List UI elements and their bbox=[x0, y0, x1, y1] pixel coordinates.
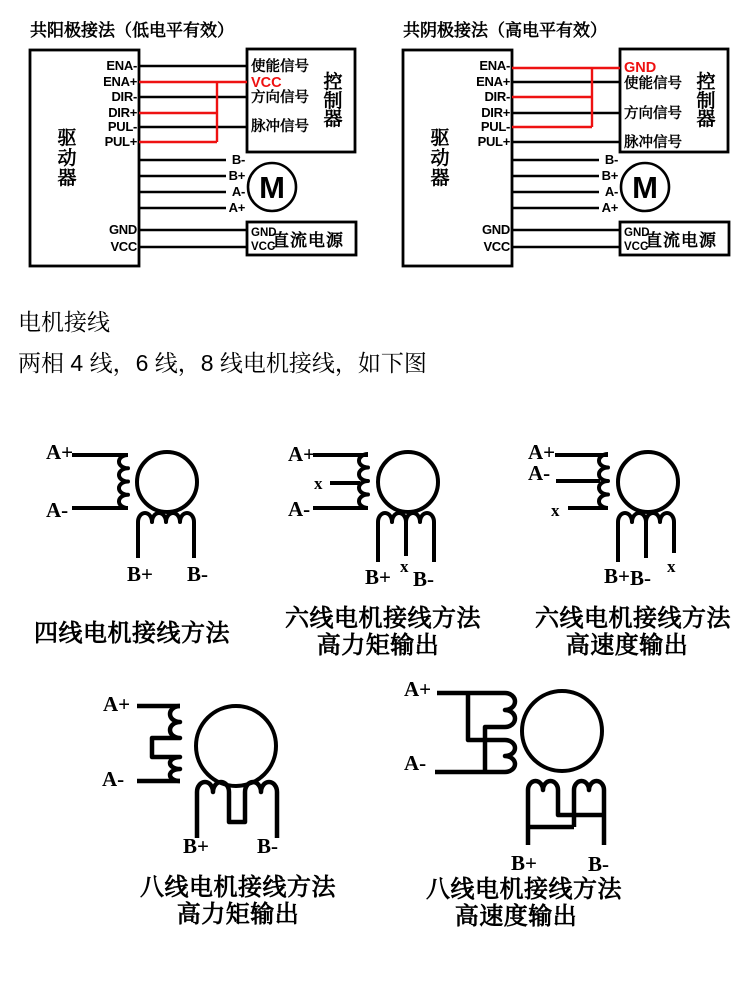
m8s-a-plus-label: A+ bbox=[404, 677, 432, 701]
cathode-driver-vcc: VCC bbox=[483, 239, 510, 254]
m8s-phase-a-leads bbox=[435, 693, 505, 772]
cathode-terminal-dir-minus: DIR- bbox=[484, 89, 510, 104]
m6s-caption-line1: 六线电机接线方法 bbox=[535, 605, 731, 632]
section-heading: 电机接线 bbox=[18, 309, 110, 335]
m8s-phase-a-crosslink bbox=[485, 727, 505, 772]
m6t-b-minus-label: B- bbox=[413, 567, 434, 591]
cathode-signal-wires-black bbox=[512, 82, 620, 142]
cathode-signal-enable: 使能信号 bbox=[624, 76, 682, 92]
m6s-phase-a-coil bbox=[599, 454, 608, 508]
anode-power-vcc: VCC bbox=[251, 241, 276, 253]
m8s-phase-a-coil1 bbox=[505, 693, 515, 727]
anode-signal-enable: 使能信号 bbox=[251, 59, 309, 75]
cathode-motor-a-plus: A+ bbox=[601, 200, 618, 215]
cathode-signal-pulse: 脉冲信号 bbox=[624, 135, 682, 151]
m6s-b-plus-label: B+ bbox=[604, 564, 630, 588]
cathode-motor-b-minus: B- bbox=[604, 152, 618, 167]
m8s-caption-line1: 八线电机接线方法 bbox=[426, 876, 622, 903]
anode-driver-vcc: VCC bbox=[110, 239, 137, 254]
cathode-motor-b-plus: B+ bbox=[601, 168, 618, 183]
anode-power-gnd: GND bbox=[251, 227, 277, 239]
anode-terminal-ena-plus: ENA+ bbox=[103, 74, 137, 89]
m6s-b-minus-label: B- bbox=[630, 566, 651, 590]
m8s-phase-b-coil1 bbox=[528, 781, 604, 845]
cathode-title: 共阴极接法（高电平有效） bbox=[403, 21, 607, 40]
cathode-wiring-diagram bbox=[403, 20, 729, 266]
cathode-motor-wires bbox=[512, 160, 599, 208]
motor-6wire-speed-diagram bbox=[528, 440, 731, 659]
m6t-a-plus-label: A+ bbox=[288, 442, 316, 466]
anode-motor-a-minus: A- bbox=[231, 184, 245, 199]
cathode-power-label: 直流电源 bbox=[645, 231, 717, 250]
m8s-b-plus-label: B+ bbox=[511, 851, 537, 875]
cathode-power-gnd: GND bbox=[624, 227, 650, 239]
m8t-b-minus-label: B- bbox=[257, 834, 278, 858]
m6s-caption-line2: 高速度输出 bbox=[565, 632, 689, 659]
motor-4wire-diagram bbox=[34, 440, 230, 647]
m6s-a-plus-label: A+ bbox=[528, 440, 556, 464]
anode-driver-char-3: 器 bbox=[57, 168, 77, 189]
anode-terminal-pul-plus: PUL+ bbox=[104, 134, 137, 149]
m6s-motor-body bbox=[618, 452, 678, 512]
m8t-caption-line2: 高力矩输出 bbox=[176, 901, 300, 928]
cathode-power-vcc: VCC bbox=[624, 241, 649, 253]
anode-motor-m: M bbox=[259, 170, 285, 205]
cathode-signal-gnd: GND bbox=[624, 60, 657, 76]
m4-b-minus-label: B- bbox=[187, 562, 208, 586]
anode-controller-char-3: 器 bbox=[323, 109, 343, 130]
anode-terminal-ena-minus: ENA- bbox=[106, 58, 137, 73]
m6t-tap-bottom-label: x bbox=[400, 557, 409, 576]
cathode-controller-char-3: 器 bbox=[696, 109, 716, 130]
m6s-a-minus-label: A- bbox=[528, 461, 551, 485]
m8s-a-minus-label: A- bbox=[404, 751, 427, 775]
cathode-terminal-ena-plus: ENA+ bbox=[476, 74, 510, 89]
m6t-caption-line2: 高力矩输出 bbox=[316, 632, 440, 659]
motor-8wire-torque-diagram bbox=[102, 692, 336, 928]
anode-power-label: 直流电源 bbox=[272, 231, 344, 250]
cathode-power-wires bbox=[512, 230, 620, 247]
m4-a-plus-label: A+ bbox=[46, 440, 74, 464]
m8t-phase-b-coils-series bbox=[197, 782, 277, 838]
anode-controller-char-2: 制 bbox=[323, 91, 343, 112]
m6t-b-plus-label: B+ bbox=[365, 565, 391, 589]
m4-a-minus-label: A- bbox=[46, 498, 69, 522]
anode-motor-a-plus: A+ bbox=[228, 200, 245, 215]
cathode-motor-m: M bbox=[632, 170, 658, 205]
motor-6wire-torque-diagram bbox=[285, 442, 481, 659]
anode-driver-char-1: 驱 bbox=[57, 128, 77, 149]
section-subheading: 两相 4 线，6 线，8 线电机接线，如下图 bbox=[18, 350, 427, 376]
m6t-a-minus-label: A- bbox=[288, 497, 311, 521]
anode-title: 共阳极接法（低电平有效） bbox=[30, 21, 234, 40]
m8s-motor-body bbox=[522, 691, 602, 771]
m4-phase-b-coil bbox=[138, 513, 194, 558]
anode-driver-char-2: 动 bbox=[57, 148, 77, 169]
m8s-caption-line2: 高速度输出 bbox=[454, 903, 578, 930]
m8s-phase-a-coil2 bbox=[505, 740, 515, 772]
cathode-terminal-dir-plus: DIR+ bbox=[481, 105, 510, 120]
cathode-terminal-pul-plus: PUL+ bbox=[477, 134, 510, 149]
m8t-a-minus-label: A- bbox=[102, 767, 125, 791]
cathode-driver-char-3: 器 bbox=[430, 168, 450, 189]
anode-terminal-dir-plus: DIR+ bbox=[108, 105, 137, 120]
m4-b-plus-label: B+ bbox=[127, 562, 153, 586]
m6t-motor-body bbox=[378, 452, 438, 512]
anode-signal-vcc: VCC bbox=[251, 75, 282, 91]
anode-terminal-dir-minus: DIR- bbox=[111, 89, 137, 104]
motor-8wire-speed-diagram bbox=[404, 677, 622, 930]
m4-caption: 四线电机接线方法 bbox=[34, 620, 230, 647]
m6s-tap-top-label: x bbox=[551, 501, 560, 520]
cathode-driver-char-2: 动 bbox=[430, 148, 450, 169]
cathode-controller-char-2: 制 bbox=[696, 91, 716, 112]
anode-motor-wires bbox=[139, 160, 226, 208]
m6s-tap-bottom-label: x bbox=[667, 557, 676, 576]
m6t-phase-a-coil bbox=[359, 454, 368, 508]
cathode-signal-direction: 方向信号 bbox=[624, 106, 682, 122]
m8t-phase-a-coils-series bbox=[152, 706, 180, 781]
m6t-tap-top-label: x bbox=[314, 474, 323, 493]
anode-signal-wires-red bbox=[139, 82, 247, 142]
cathode-driver-gnd: GND bbox=[482, 222, 510, 237]
m6t-caption-line1: 六线电机接线方法 bbox=[285, 605, 481, 632]
anode-terminal-pul-minus: PUL- bbox=[107, 119, 137, 134]
cathode-driver-char-1: 驱 bbox=[430, 128, 450, 149]
anode-signal-wires-black bbox=[139, 66, 247, 127]
m4-phase-a-coil bbox=[119, 455, 128, 508]
anode-motor-b-plus: B+ bbox=[228, 168, 245, 183]
m6s-phase-b-coil bbox=[618, 513, 674, 562]
m6t-phase-b-coil bbox=[378, 513, 434, 562]
cathode-terminal-pul-minus: PUL- bbox=[480, 119, 510, 134]
m8t-b-plus-label: B+ bbox=[183, 834, 209, 858]
cathode-signal-wires-red bbox=[512, 68, 620, 127]
anode-signal-pulse: 脉冲信号 bbox=[251, 119, 309, 135]
m8s-b-minus-label: B- bbox=[588, 852, 609, 876]
anode-power-wires bbox=[139, 230, 247, 247]
cathode-terminal-ena-minus: ENA- bbox=[479, 58, 510, 73]
cathode-controller-char-1: 控 bbox=[696, 72, 716, 93]
anode-signal-direction: 方向信号 bbox=[251, 90, 309, 106]
anode-motor-b-minus: B- bbox=[231, 152, 245, 167]
cathode-motor-a-minus: A- bbox=[604, 184, 618, 199]
anode-controller-char-1: 控 bbox=[323, 72, 343, 93]
m8t-a-plus-label: A+ bbox=[103, 692, 131, 716]
m8t-caption-line1: 八线电机接线方法 bbox=[140, 874, 336, 901]
m4-motor-body bbox=[137, 452, 197, 512]
m8t-motor-body bbox=[196, 706, 276, 786]
anode-driver-gnd: GND bbox=[109, 222, 137, 237]
anode-wiring-diagram bbox=[30, 20, 356, 266]
